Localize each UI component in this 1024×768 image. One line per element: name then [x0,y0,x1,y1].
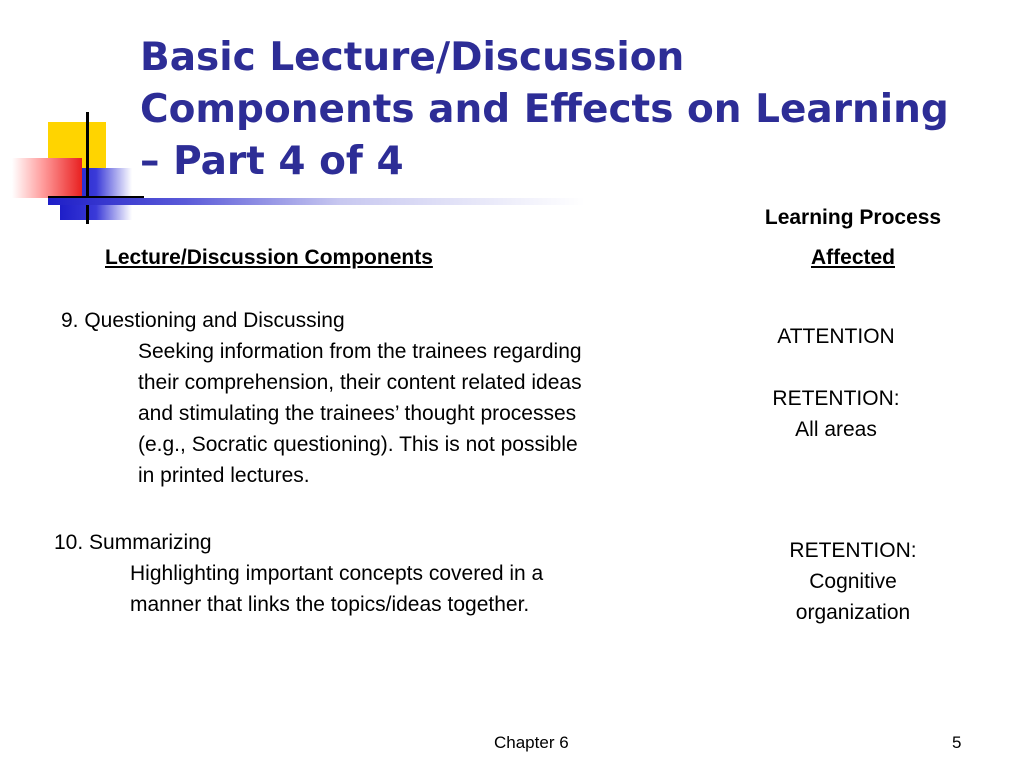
footer-page-number: 5 [952,733,962,752]
header-components: Lecture/Discussion Components [105,246,433,269]
item-9-desc-line-3: and stimulating the trainees’ thought processes [138,402,577,425]
item-10-description [130,558,543,620]
item-10-effect-3: organization [795,601,911,624]
item-9-effect-1: ATTENTION [777,325,895,348]
item-9-desc-line-2: their comprehension, their content related ideas [138,371,582,394]
item-9-effect-spacer [736,352,936,383]
item-10-heading: 10. Summarizing [54,531,212,554]
logo-red-gradient [12,158,82,198]
item-10-effect-2: Cognitive [809,570,897,593]
title-line-2: Components and Effects on Learning [140,87,949,132]
title-line-1: Basic Lecture/Discussion [140,35,685,80]
logo-vertical-line [86,112,89,224]
item-9-desc-line-5: in printed lectures. [138,464,310,487]
item-10-effects [753,535,953,628]
title-line-3: – Part 4 of 4 [140,139,404,184]
item-9-desc-line-4: (e.g., Socratic questioning). This is not possible [138,433,578,456]
slide-title [140,32,1010,188]
item-10-effect-1: RETENTION: [789,539,917,562]
item-9-heading: 9. Questioning and Discussing [61,309,345,332]
header-affected: Affected [810,246,895,269]
header-learning-process: Learning Process [764,206,942,229]
item-10-desc-line-2: manner that links the topics/ideas together. [130,593,530,616]
item-9-desc-line-1: Seeking information from the trainees regarding [138,340,582,363]
footer-chapter: Chapter 6 [494,733,569,752]
item-10-desc-line-1: Highlighting important concepts covered in a [130,562,544,585]
title-underline-rule [48,198,1024,205]
item-9-effect-2: RETENTION: [772,387,900,410]
item-9-description [138,336,582,491]
item-9-effects [736,321,936,445]
item-9-effect-3: All areas [795,418,877,441]
